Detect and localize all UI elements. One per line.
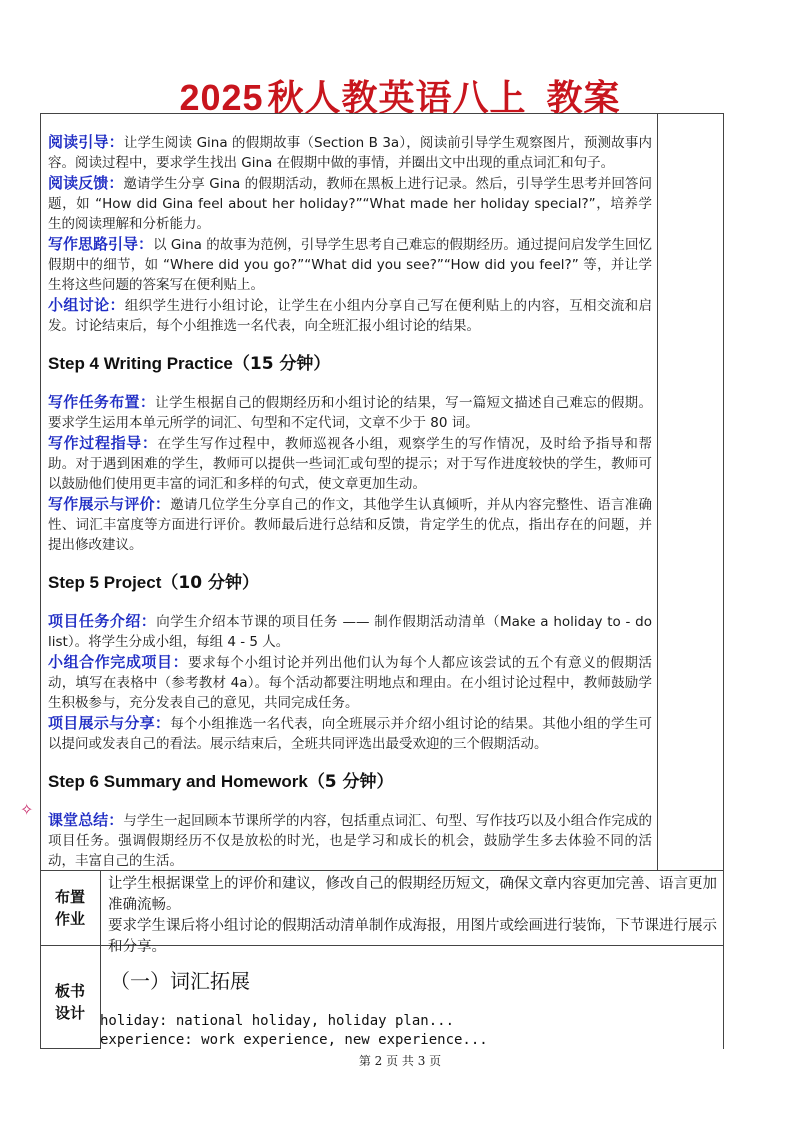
paragraph-writing-process (48, 433, 652, 494)
board-line-2: experience: work experience, new experience... (100, 1032, 488, 1048)
four-point-star-icon: ✧ (20, 800, 34, 819)
step-5-title: Step 5 Project (48, 573, 162, 592)
text-writing-idea: 以 Gina 的故事为范例，引导学生思考自己难忘的假期经历。通过提问启发学生回忆假期中的细节，如 “Where did you go?”“What did you see?”“How did you feel?” 等，并让学生将这些问题的答案写在便利贴上。 (48, 237, 652, 293)
text-writing-process: 在学生写作过程中，教师巡视各小组，观察学生的写作情况，及时给予指导和帮助。对于遇到困难的学生，教师可以提供一些词汇或句型的提示；对于写作进度较快的学生，教师可以鼓励他们使用更丰富的词汇和多样的句式，使文章更加生动。 (48, 436, 652, 492)
text-class-summary: 与学生一起回顾本节课所学的内容，包括重点词汇、句型、写作技巧以及小组合作完成的项目任务。强调假期经历不仅是放松的时光，也是学习和成长的机会，鼓励学生多去体验不同的活动，丰富自己的生活。 (48, 813, 652, 869)
paragraph-writing-showcase (48, 494, 652, 555)
paragraph-writing-idea (48, 234, 652, 295)
board-label (40, 980, 100, 1024)
text-writing-showcase: 邀请几位学生分享自己的作文，其他学生认真倾听，并从内容完整性、语言准确性、词汇丰富度等方面进行评价。教师最后进行总结和反馈，肯定学生的优点，指出存在的问题，并提出修改建议。 (48, 497, 652, 553)
paragraph-reading-feedback (48, 173, 652, 234)
step-6-title: Step 6 Summary and Homework (48, 772, 308, 791)
text-group-discussion: 组织学生进行小组讨论，让学生在小组内分享自己写在便利贴上的内容，互相交流和启发。讨论结束后，每个小组推选一名代表，向全班汇报小组讨论的结果。 (48, 298, 652, 334)
page-footer: 第 2 页 共 3 页 (358, 1054, 442, 1068)
step-5-heading (48, 573, 652, 593)
step-6-time: （5 分钟） (307, 772, 394, 792)
homework-label-line1: 布置 (54, 888, 85, 906)
text-reading-guide: 让学生阅读 Gina 的假期故事（Section B 3a），阅读前引导学生观察图片，预测故事内容。阅读过程中，要求学生找出 Gina 在假期中做的事情，并圈出文中出现的重点词汇和句子。 (48, 135, 652, 171)
step-4-heading (48, 354, 652, 374)
board-heading: （一）词汇拓展 (110, 969, 250, 993)
paragraph-project-intro (48, 611, 652, 652)
lead-writing-showcase: 写作展示与评价： (48, 495, 171, 513)
step-4-time: （15 分钟） (232, 354, 331, 374)
lead-writing-process: 写作过程指导： (48, 434, 158, 452)
paragraph-reading-guide (48, 132, 652, 173)
step-6-heading (48, 772, 652, 792)
step-5-time: （10 分钟） (161, 573, 259, 593)
text-project-cooperation: 要求每个小组讨论并列出他们认为每个人都应该尝试的五个有意义的假期活动，填写在表格中（参考教材 4a）。每个活动都要注明地点和理由。在小组讨论过程中，教师鼓励学生积极参与，充分发表自己的意见，共同完成任务。 (48, 655, 652, 711)
homework-label (40, 886, 100, 930)
lead-project-intro: 项目任务介绍： (48, 612, 157, 630)
label-cell-bottom (40, 1048, 101, 1049)
homework-label-line2: 作业 (54, 910, 85, 928)
title-main: 秋人教英语八上 (267, 78, 527, 119)
lead-reading-guide: 阅读引导： (48, 133, 124, 151)
homework-content (108, 874, 718, 958)
paragraph-group-discussion (48, 295, 652, 336)
paragraph-project-showcase (48, 713, 652, 754)
text-project-showcase: 每个小组推选一名代表，向全班展示并介绍小组讨论的结果。其他小组的学生可以提问或发表自己的看法。展示结束后，全班共同评选出最受欢迎的三个假期活动。 (48, 716, 652, 752)
text-writing-task: 让学生根据自己的假期经历和小组讨论的结果，写一篇短文描述自己难忘的假期。要求学生运用本单元所学的词汇、句型和不定代词，文章不少于 80 词。 (48, 395, 652, 431)
lead-group-discussion: 小组讨论： (48, 296, 125, 314)
paragraph-class-summary (48, 810, 652, 871)
board-label-line2: 设计 (54, 1004, 85, 1022)
paragraph-project-cooperation (48, 652, 652, 713)
text-reading-feedback: 邀请学生分享 Gina 的假期活动，教师在黑板上进行记录。然后，引导学生思考并回答问题，如 “How did Gina feel about her holiday?”“What made her holiday special?”，培养学生的阅读理解和分析能力。 (48, 176, 652, 232)
lead-writing-idea: 写作思路引导： (48, 235, 154, 253)
title-tail: 教案 (546, 78, 621, 119)
content-right-divider (657, 113, 658, 870)
lead-project-showcase: 项目展示与分享： (48, 714, 171, 732)
board-label-line1: 板书 (54, 982, 85, 1000)
homework-line-2: 要求学生课后将小组讨论的假期活动清单制作成海报，用图片或绘画进行装饰，下节课进行展示和分享。 (108, 918, 717, 955)
title-year: 2025 (179, 77, 264, 118)
text-project-intro: 向学生介绍本节课的项目任务 —— 制作假期活动清单（Make a holiday to - do list）。将学生分成小组，每组 4 - 5 人。 (48, 614, 652, 650)
lead-reading-feedback: 阅读反馈： (48, 174, 124, 192)
lead-class-summary: 课堂总结： (48, 811, 124, 829)
paragraph-writing-task (48, 392, 652, 433)
lesson-content (48, 132, 652, 871)
board-line-1: holiday: national holiday, holiday plan... (100, 1013, 455, 1029)
step-4-title: Step 4 Writing Practice (48, 354, 233, 373)
lead-writing-task: 写作任务布置： (48, 393, 156, 411)
lead-project-cooperation: 小组合作完成项目： (48, 653, 189, 671)
homework-line-1: 让学生根据课堂上的评价和建议，修改自己的假期经历短文，确保文章内容更加完善、语言更加准确流畅。 (108, 876, 717, 913)
